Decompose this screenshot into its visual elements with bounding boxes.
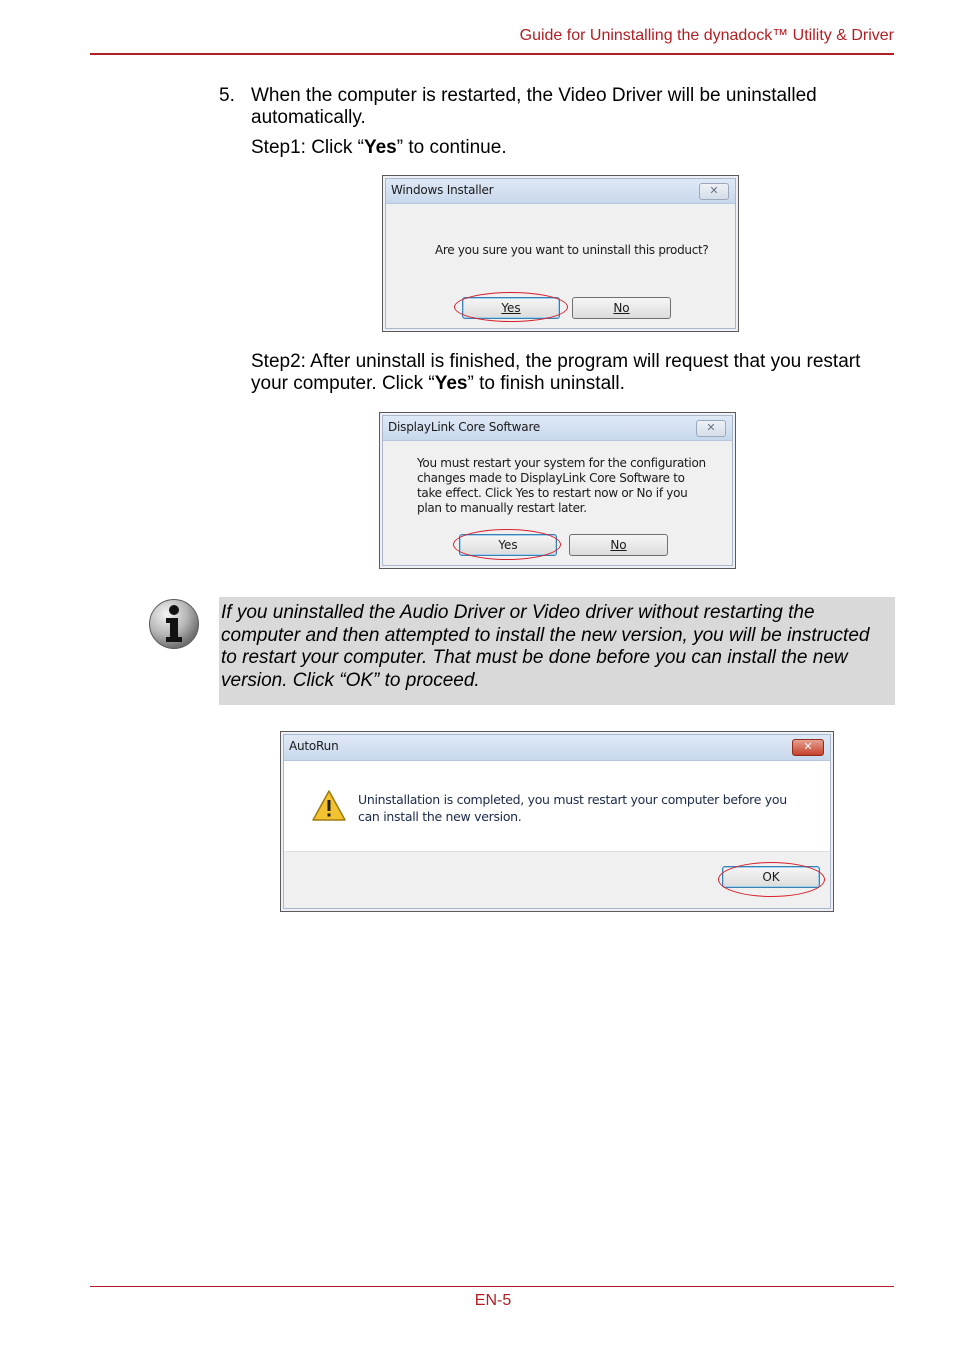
dialog-button-bar: [284, 851, 830, 908]
page-number: EN-5: [474, 1292, 512, 1309]
close-icon: ✕: [706, 421, 716, 434]
dialog-frame: [382, 415, 733, 566]
dialog-title: AutoRun: [289, 739, 339, 753]
dialog-titlebar: [386, 179, 735, 204]
dialog-title: Windows Installer: [391, 183, 494, 197]
close-icon: ✕: [803, 740, 813, 753]
yes-label: Yes: [501, 301, 521, 315]
no-button[interactable]: [569, 534, 668, 556]
ok-label: OK: [762, 870, 780, 884]
dialog-message: Uninstallation is completed, you must restart your computer before you can install the new version.: [358, 792, 787, 824]
step-text: When the computer is restarted, the Video Driver will be uninstalled automatically.: [251, 85, 817, 128]
displaylink-dialog: [379, 412, 736, 569]
step1-suffix: ” to continue.: [396, 137, 507, 158]
highlight-ellipse: [718, 862, 825, 897]
dialog-title: DisplayLink Core Software: [388, 420, 541, 434]
step2-prefix: Step2: After uninstall is finished, the program will request that you restart your computer. Click “: [251, 351, 861, 394]
yes-label: Yes: [498, 538, 518, 552]
close-icon: ✕: [709, 184, 719, 197]
warning-icon: [311, 789, 347, 823]
windows-installer-dialog: [382, 175, 739, 332]
step1-prefix: Step1: Click “: [251, 137, 364, 158]
no-label: No: [613, 301, 630, 315]
close-button[interactable]: [792, 739, 824, 756]
dialog-message: Are you sure you want to uninstall this product?: [435, 243, 709, 257]
highlight-ellipse: [453, 529, 561, 560]
dialog-frame: [283, 734, 831, 909]
step-number: 5.: [219, 85, 235, 106]
header-title: Guide for Uninstalling the dynadock™ Utility & Driver: [519, 27, 894, 44]
dialog-titlebar: [284, 735, 830, 761]
no-button[interactable]: [572, 297, 671, 319]
step2-suffix: ” to finish uninstall.: [467, 373, 625, 394]
step1-bold: Yes: [363, 137, 397, 158]
footer-rule: [90, 1286, 894, 1287]
step2-bold: Yes: [434, 373, 468, 394]
no-label: No: [610, 538, 627, 552]
close-button[interactable]: [699, 183, 729, 200]
highlight-ellipse: [454, 292, 568, 322]
header-rule: [90, 53, 894, 55]
dialog-titlebar: [383, 416, 732, 441]
step2-instruction: [251, 351, 891, 395]
dialog-message: You must restart your system for the configuration changes made to DisplayLink Core Software to take effect. Click Yes to restart now or No if you plan to manually restart later.: [417, 456, 706, 515]
note-text: If you uninstalled the Audio Driver or Video driver without restarting the computer and then attempted to install the new version, you will be instructed to restart your computer. That must be done before you can install the new version. Click “OK” to proceed.: [221, 602, 870, 691]
autorun-dialog: [280, 731, 834, 912]
note-box: [219, 597, 895, 705]
info-icon: [148, 598, 200, 650]
dialog-frame: [385, 178, 736, 329]
close-button[interactable]: [696, 420, 726, 437]
step1-instruction: [251, 137, 891, 159]
